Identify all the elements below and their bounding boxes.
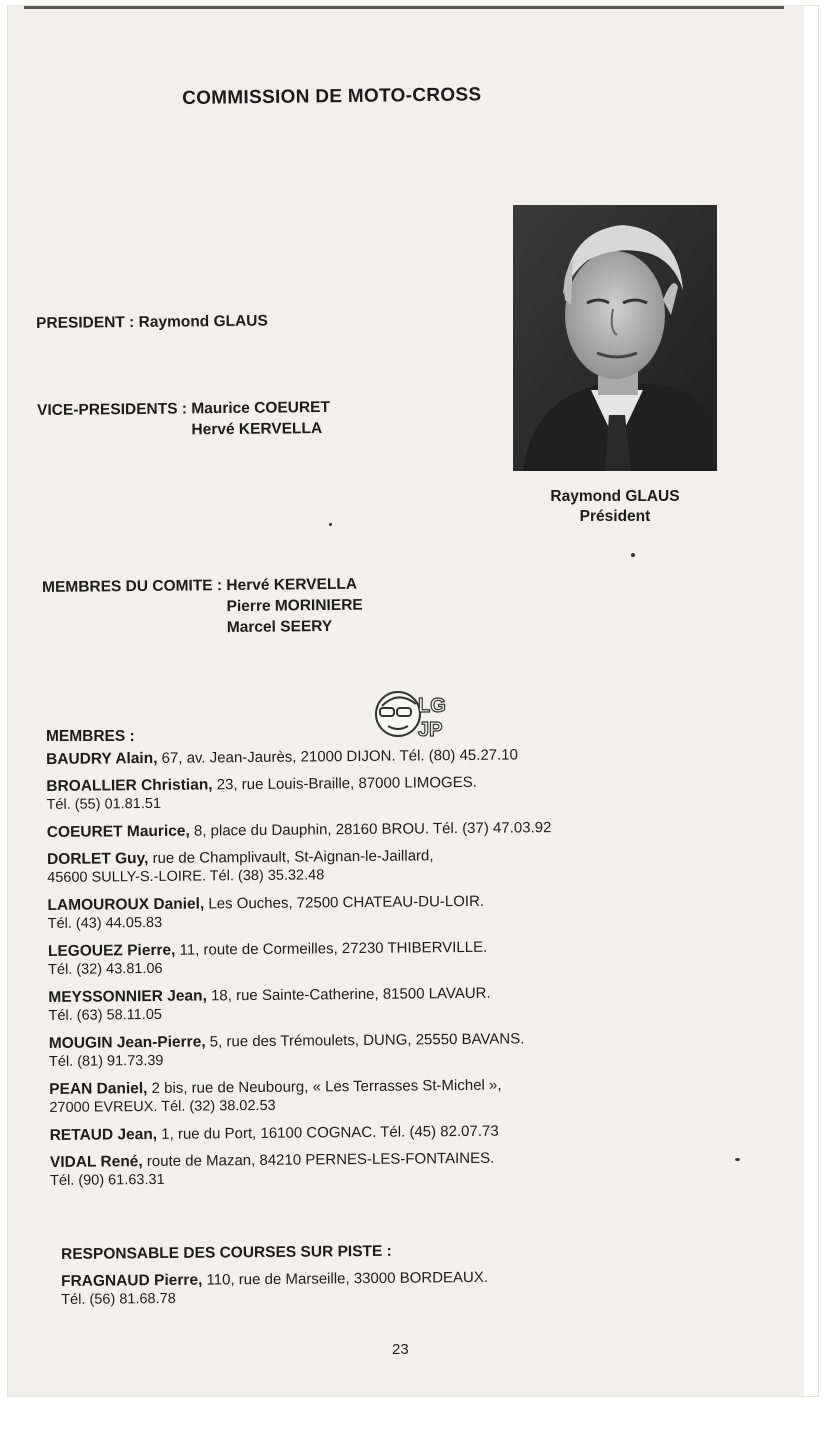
president-photo: [513, 205, 717, 471]
member-address: 2 bis, rue de Neubourg, « Les Terrasses St-Michel »,: [147, 1076, 502, 1098]
comite-member-name: Marcel SEERY: [226, 617, 333, 637]
members-list: [46, 743, 750, 1199]
logo-text-bottom: JP: [418, 719, 443, 741]
president-label: PRESIDENT :: [36, 313, 135, 332]
member-name: MOUGIN Jean-Pierre,: [48, 1033, 206, 1052]
responsable-tel: Tél. (56) 81.68.78: [61, 1290, 176, 1308]
responsable-name: FRAGNAUD Pierre,: [61, 1271, 203, 1290]
portrait-image: [513, 205, 717, 471]
member-address: rue de Champlivault, St-Aignan-le-Jaillard,: [148, 847, 434, 868]
member-address: 67, av. Jean-Jaurès, 21000 DIJON. Tél. (80) 45.27.10: [157, 746, 519, 767]
comite-member-name: Hervé KERVELLA: [226, 575, 358, 595]
page-title: COMMISSION DE MOTO-CROSS: [182, 84, 482, 109]
print-speck: [631, 553, 635, 557]
members-label: MEMBRES :: [46, 728, 135, 745]
member-tel: Tél. (90) 61.63.31: [50, 1171, 165, 1189]
member-tel: 27000 EVREUX. Tél. (32) 38.02.53: [49, 1097, 276, 1116]
member-entry: [47, 843, 747, 888]
member-tel: Tél. (43) 44.05.83: [47, 914, 163, 932]
member-name: BROALLIER Christian,: [46, 776, 213, 795]
member-entry: [46, 770, 746, 815]
member-name: COEURET Maurice,: [46, 822, 190, 841]
member-entry: [48, 935, 748, 980]
logo-text-top: LG: [418, 695, 446, 717]
page-top-edge: [24, 6, 784, 9]
member-address: Les Ouches, 72500 CHATEAU-DU-LOIR.: [204, 892, 485, 913]
president-line: [36, 311, 268, 334]
member-entry: [47, 816, 747, 842]
president-name: Raymond GLAUS: [138, 312, 268, 331]
member-address: route de Mazan, 84210 PERNES-LES-FONTAINES.: [142, 1149, 495, 1171]
member-entry: [50, 1119, 750, 1145]
member-name: MEYSSONNIER Jean,: [48, 987, 207, 1006]
responsable-label: RESPONSABLE DES COURSES SUR PISTE :: [61, 1242, 392, 1263]
comite-label: MEMBRES DU COMITE :: [42, 577, 223, 596]
member-entry: [48, 981, 748, 1026]
member-name: BAUDRY Alain,: [46, 749, 158, 768]
print-speck: [329, 523, 332, 526]
photo-caption: [513, 487, 717, 527]
member-address: 5, rue des Trémoulets, DUNG, 25550 BAVANS.: [205, 1030, 525, 1051]
comite-member-name: Pierre MORINIERE: [226, 596, 363, 616]
member-address: 8, place du Dauphin, 28160 BROU. Tél. (37) 47.03.92: [189, 819, 552, 840]
member-name: LEGOUEZ Pierre,: [47, 941, 176, 960]
member-name: RETAUD Jean,: [49, 1125, 158, 1144]
member-address: 23, rue Louis-Braille, 87000 LIMOGES.: [212, 773, 477, 794]
member-tel: Tél. (55) 01.81.51: [46, 795, 162, 813]
vice-president-name: Maurice COEURET: [191, 398, 331, 418]
page-edge: [804, 6, 818, 1396]
member-entry: [50, 1146, 750, 1191]
member-tel: 45600 SULLY-S.-LOIRE. Tél. (38) 35.32.48: [47, 867, 325, 886]
caption-role: Président: [579, 508, 651, 525]
caption-name: Raymond GLAUS: [550, 488, 680, 505]
member-address: 11, route de Cormeilles, 27230 THIBERVILLE.: [175, 938, 488, 959]
page-number: 23: [392, 1341, 409, 1358]
member-entry: [49, 1027, 749, 1072]
member-entry: [47, 889, 747, 934]
vice-presidents-block: [37, 397, 330, 442]
member-name: DORLET Guy,: [46, 850, 149, 868]
member-name: PEAN Daniel,: [49, 1080, 148, 1098]
vice-president-name: Hervé KERVELLA: [191, 420, 323, 439]
comite-names: [226, 574, 363, 638]
member-tel: Tél. (63) 58.11.05: [48, 1006, 163, 1024]
member-address: 1, rue du Port, 16100 COGNAC. Tél. (45) 82.07.73: [156, 1122, 499, 1143]
member-entry: [49, 1073, 749, 1118]
member-address: 18, rue Sainte-Catherine, 81500 LAVAUR.: [206, 984, 491, 1005]
member-name: VIDAL René,: [49, 1153, 143, 1171]
member-tel: Tél. (81) 91.73.39: [48, 1052, 164, 1070]
vice-presidents-names: [191, 397, 330, 440]
comite-block: [42, 574, 363, 640]
print-speck: [735, 1158, 740, 1161]
vice-presidents-label: VICE-PRESIDENTS :: [37, 400, 188, 419]
responsable-address: 110, rue de Marseille, 33000 BORDEAUX.: [202, 1268, 489, 1289]
responsable-entry: [61, 1265, 761, 1318]
member-tel: Tél. (32) 43.81.06: [48, 960, 163, 978]
member-name: LAMOUROUX Daniel,: [47, 895, 205, 914]
watermark-logo: [372, 686, 460, 746]
